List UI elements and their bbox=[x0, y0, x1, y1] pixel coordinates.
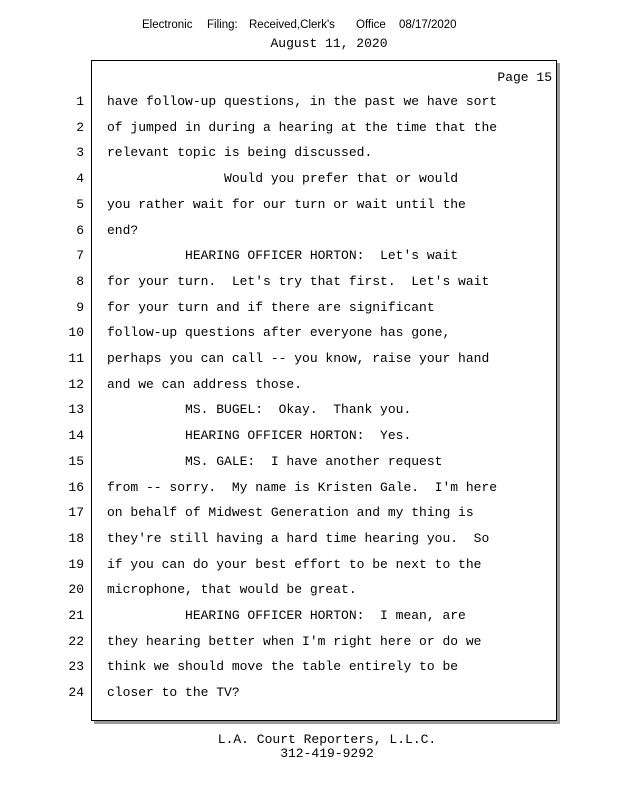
transcript-line: follow-up questions after everyone has gone, bbox=[107, 325, 451, 340]
transcript-line: you rather wait for our turn or wait until the bbox=[107, 197, 466, 212]
line-number: 18 bbox=[68, 531, 84, 546]
line-number: 9 bbox=[76, 300, 84, 315]
line-number: 24 bbox=[68, 685, 84, 700]
hearing-date: August 11, 2020 bbox=[270, 36, 388, 51]
line-number: 19 bbox=[68, 557, 84, 572]
line-number: 17 bbox=[68, 505, 84, 520]
transcript-line: closer to the TV? bbox=[107, 685, 240, 700]
line-number: 15 bbox=[68, 454, 84, 469]
footer-company: L.A. Court Reporters, L.L.C. bbox=[217, 732, 437, 747]
filing-electronic: Electronic bbox=[142, 19, 193, 31]
line-number: 7 bbox=[76, 248, 84, 263]
line-number: 16 bbox=[68, 480, 84, 495]
transcript-line: MS. BUGEL: Okay. Thank you. bbox=[107, 402, 412, 417]
line-number: 1 bbox=[76, 94, 84, 109]
line-number: 10 bbox=[68, 325, 84, 340]
transcript-line: of jumped in during a hearing at the time that the bbox=[107, 120, 498, 135]
transcript-line: think we should move the table entirely to be bbox=[107, 659, 459, 674]
transcript-line: MS. GALE: I have another request bbox=[107, 454, 443, 469]
transcript-line: on behalf of Midwest Generation and my thing is bbox=[107, 505, 474, 520]
page-number: Page 15 bbox=[497, 70, 552, 85]
line-number: 14 bbox=[68, 428, 84, 443]
transcript-line: perhaps you can call -- you know, raise your hand bbox=[107, 351, 490, 366]
line-number: 5 bbox=[76, 197, 84, 212]
line-number: 11 bbox=[68, 351, 84, 366]
line-number: 4 bbox=[76, 171, 84, 186]
line-number: 20 bbox=[68, 582, 84, 597]
transcript-line: relevant topic is being discussed. bbox=[107, 145, 373, 160]
filing-office: Office bbox=[356, 19, 386, 31]
transcript-line: for your turn and if there are significant bbox=[107, 300, 435, 315]
transcript-line: from -- sorry. My name is Kristen Gale. I'm here bbox=[107, 480, 498, 495]
filing-filing: Filing: bbox=[207, 19, 238, 31]
filing-stamp bbox=[0, 19, 618, 35]
line-number: 21 bbox=[68, 608, 84, 623]
transcript-line: for your turn. Let's try that first. Let's wait bbox=[107, 274, 490, 289]
transcript-line: and we can address those. bbox=[107, 377, 303, 392]
line-number: 23 bbox=[68, 659, 84, 674]
transcript-line: HEARING OFFICER HORTON: I mean, are bbox=[107, 608, 466, 623]
transcript-line: have follow-up questions, in the past we have sort bbox=[107, 94, 498, 109]
line-number: 13 bbox=[68, 402, 84, 417]
transcript-line: HEARING OFFICER HORTON: Let's wait bbox=[107, 248, 459, 263]
line-number: 8 bbox=[76, 274, 84, 289]
transcript-line: microphone, that would be great. bbox=[107, 582, 357, 597]
transcript-line: they hearing better when I'm right here or do we bbox=[107, 634, 482, 649]
line-number: 22 bbox=[68, 634, 84, 649]
transcript-line: HEARING OFFICER HORTON: Yes. bbox=[107, 428, 412, 443]
line-number: 2 bbox=[76, 120, 84, 135]
line-number: 6 bbox=[76, 223, 84, 238]
transcript-line: they're still having a hard time hearing you. So bbox=[107, 531, 490, 546]
filing-date: 08/17/2020 bbox=[399, 19, 457, 31]
transcript-line: if you can do your best effort to be next to the bbox=[107, 557, 482, 572]
footer-phone: 312-419-9292 bbox=[280, 746, 374, 761]
line-number: 3 bbox=[76, 145, 84, 160]
filing-received: Received,Clerk's bbox=[249, 19, 335, 31]
line-number: 12 bbox=[68, 377, 84, 392]
transcript-line: Would you prefer that or would bbox=[107, 171, 459, 186]
transcript-line: end? bbox=[107, 223, 139, 238]
